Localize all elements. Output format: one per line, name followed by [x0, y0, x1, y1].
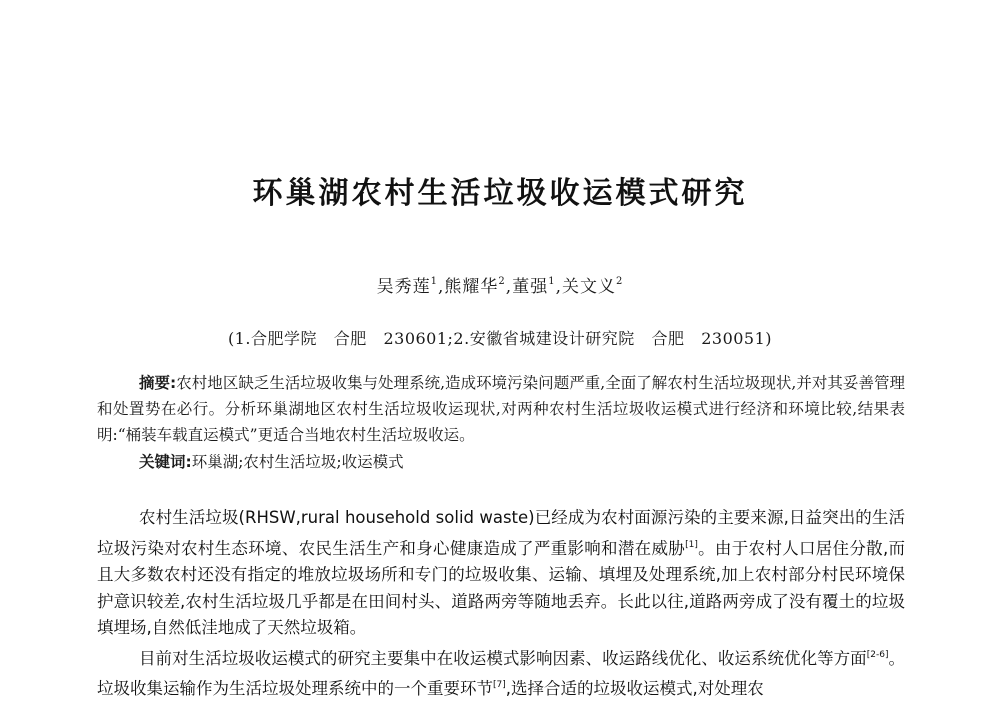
body-text-run: 目前对生活垃圾收运模式的研究主要集中在收运模式影响因素、收运路线优化、收运系统优化等方面: [139, 648, 867, 668]
author-affiliation-mark: 1: [548, 276, 556, 287]
citation-ref: [2-6]: [866, 649, 889, 660]
author-name: 关文义: [561, 277, 616, 297]
body-text-run: 。由于农村人口居住分散,而且大多数农村还没有指定的堆放垃圾场所和专门的垃圾收集、运输、填埋及处理系统,加上农村部分村民环境保护意识较差,农村生活垃圾几乎都是在田间村头、道路两旁等随地丢弃。长此以往,道路两旁成了没有覆土的垃圾填埋场,自然低洼地成了天然垃圾箱。: [97, 538, 906, 637]
body-text-run: 农村生活垃圾(RHSW,rural household solid waste)已经成为农村面源污染的主要来源,日益突出的生活垃圾污染对农村生态环境、农民生活生产和身心健康造成了严重影响和潜在威胁: [97, 508, 905, 558]
author-affiliation-mark: 2: [498, 276, 506, 287]
author-name: 吴秀莲: [376, 277, 431, 297]
abstract-text: 农村地区缺乏生活垃圾收集与处理系统,造成环境污染问题严重,全面了解农村生活垃圾现状,并对其妥善管理和处置势在必行。分析环巢湖地区农村生活垃圾收运现状,对两种农村生活垃圾收运模式进行经济和环境比较,结果表明:“桶装车载直运模式”更适合当地农村生活垃圾收运。: [97, 374, 905, 444]
keywords: [139, 449, 899, 475]
body-text-run: ,选择合适的垃圾收运模式,对处理农: [505, 679, 764, 698]
keywords-label: 关键词:: [139, 453, 192, 471]
keywords-text: 环巢湖;农村生活垃圾;收运模式: [191, 453, 404, 471]
body-text-run: 。垃圾收集运输作为生活垃圾处理系统中的一个重要环节: [97, 648, 906, 698]
body-paragraph: [97, 642, 905, 703]
author-name: 董强: [512, 277, 549, 297]
author-list: 吴秀莲$^1$,熊耀华$^2$,董强$^1$,关文义$^2$: [376, 276, 624, 297]
citation-ref: [7]: [493, 680, 506, 690]
abstract-label: 摘要:: [139, 374, 177, 392]
citation-ref: [1]: [685, 539, 698, 550]
body-paragraph: [97, 505, 905, 642]
author-affiliation-mark: 1: [430, 276, 439, 287]
author-name: 熊耀华: [444, 277, 499, 297]
paper-title: 环巢湖农村生活垃圾收运模式研究: [252, 176, 748, 211]
body-text: [97, 505, 905, 703]
affiliations: (1.合肥学院 合肥 230601;2.安徽省城建设计研究院 合肥 230051): [227, 329, 773, 348]
author-affiliation-mark: 2: [615, 276, 624, 287]
abstract: [97, 370, 905, 448]
